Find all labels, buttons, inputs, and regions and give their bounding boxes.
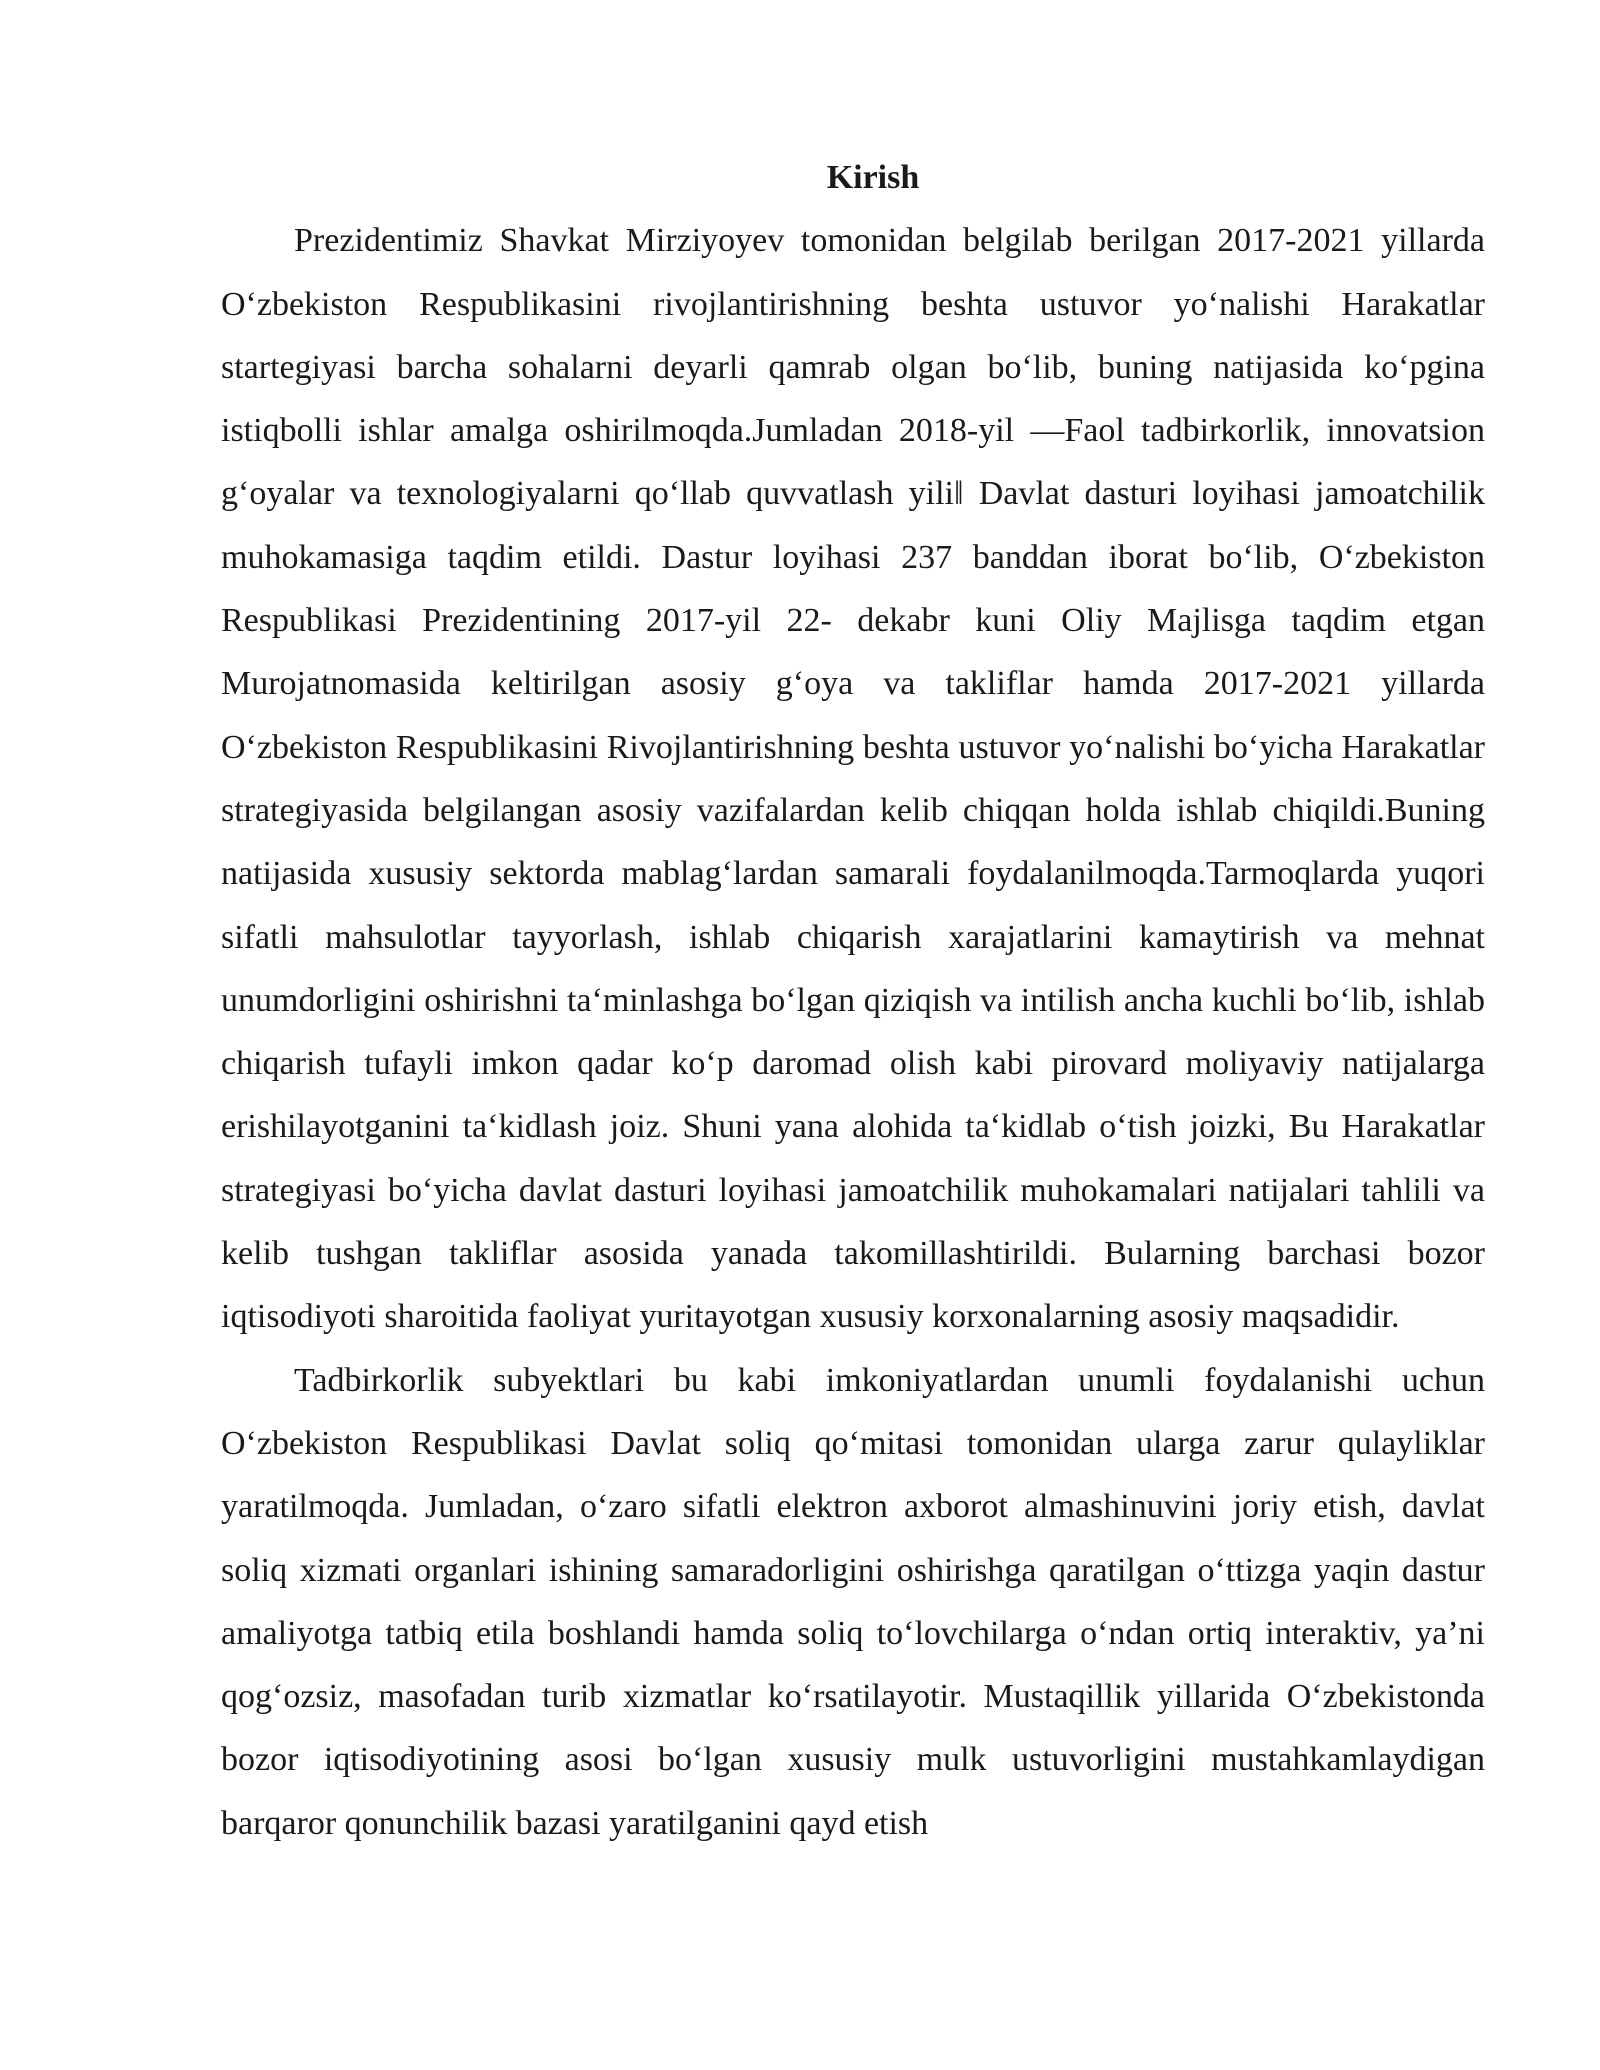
document-body xyxy=(221,146,1485,1855)
section-title: Kirish xyxy=(826,159,920,196)
paragraph-2: Tadbirkorlik subyektlari bu kabi imkoniyatlardan unumli foydalanishi uchun O‘zbekiston Respublikasi Davlat soliq qo‘mitasi tomonidan ularga zarur qulayliklar yaratilmoqda. Jumladan, o‘zaro sifatli elektron axborot almashinuvini joriy etish, davlat soliq xizmati organlari ishining samaradorligini oshirishga qaratilgan o‘ttizga yaqin dastur amaliyotga tatbiq etila boshlandi hamda soliq to‘lovchilarga o‘ndan ortiq interaktiv, ya’ni qog‘ozsiz, masofadan turib xizmatlar ko‘rsatilayotir. Mustaqillik yillarida O‘zbekistonda bozor iqtisodiyotining asosi bo‘lgan xususiy mulk ustuvorligini mustahkamlaydigan barqaror qonunchilik bazasi yaratilganini qayd etish xyxy=(221,1361,1485,1842)
paragraph-1: Prezidentimiz Shavkat Mirziyoyev tomonidan belgilab berilgan 2017-2021 yillarda O‘zbekiston Respublikasini rivojlantirishning beshta ustuvor yo‘nalishi Harakatlar startegiyasi barcha sohalarni deyarli qamrab olgan bo‘lib, buning natijasida ko‘pgina istiqbolli ishlar amalga oshirilmoqda.Jumladan 2018-yil ―Faol tadbirkorlik, innovatsion g‘oyalar va texnologiyalarni qo‘llab quvvatlash yili‖ Davlat dasturi loyihasi jamoatchilik muhokamasiga taqdim etildi. Dastur loyihasi 237 banddan iborat bo‘lib, O‘zbekiston Respublikasi Prezidentining 2017-yil 22- dekabr kuni Oliy Majlisga taqdim etgan Murojatnomasida keltirilgan asosiy g‘oya va takliflar hamda 2017-2021 yillarda O‘zbekiston Respublikasini Rivojlantirishning beshta ustuvor yo‘nalishi bo‘yicha Harakatlar strategiyasida belgilangan asosiy vazifalardan kelib chiqqan holda ishlab chiqildi.Buning natijasida xususiy sektorda mablag‘lardan samarali foydalanilmoqda.Tarmoqlarda yuqori sifatli mahsulotlar tayyorlash, ishlab chiqarish xarajatlarini kamaytirish va mehnat unumdorligini oshirishni ta‘minlashga bo‘lgan qiziqish va intilish ancha kuchli bo‘lib, ishlab chiqarish tufayli imkon qadar ko‘p daromad olish kabi pirovard moliyaviy natijalarga erishilayotganini ta‘kidlash joiz. Shuni yana alohida ta‘kidlab o‘tish joizki, Bu Harakatlar strategiyasi bo‘yicha davlat dasturi loyihasi jamoatchilik muhokamalari natijalari tahlili va kelib tushgan takliflar asosida yanada takomillashtirildi. Bularning barchasi bozor iqtisodiyoti sharoitida faoliyat yuritayotgan xususiy korxonalarning asosiy maqsadidir. xyxy=(221,222,1485,1336)
